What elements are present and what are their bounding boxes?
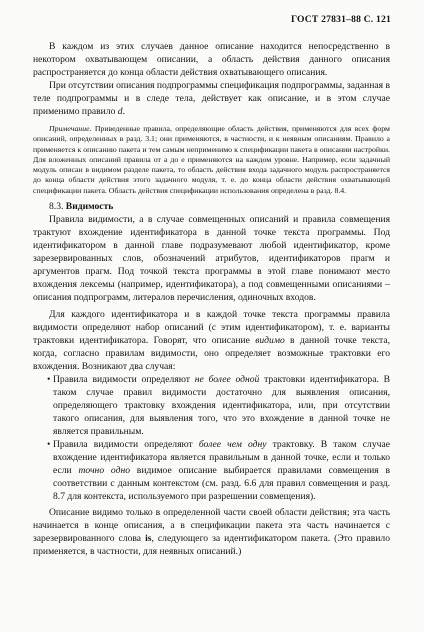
paragraph-4-text: Для каждого идентификатора и в каждой точке текста программы правила видимости определяют набор описаний (с этим идентификатором), т. е. варианты трактовки идентификатора. Говорят, что описание: [33, 309, 390, 347]
bullet-2-text: Правила видимости определяют: [53, 439, 199, 451]
bullet-1-end: трактовки идентификатора. В таком случае правил видимости достаточно для выявления описания, определяющего трактовку вхождения идентификатора, или, при отсутствии такого описания, для выявления того, что это вхождение в данной точке не является правильным.: [53, 374, 391, 438]
paragraph-1: В каждом из этих случаев данное описание находится непосредственно в некотором охватывающем описании, а область действия данного описания распространяется до конца области действия охватывающего описания.: [33, 41, 390, 78]
paragraph-4-end: в данной точке текста, когда, согласно правилам видимости, оно определяет возможные трактовки его вхождения. Возникают два случая:: [33, 335, 390, 373]
bullet-2: [33, 438, 390, 503]
bullet-2-emphasis-2: точно одно: [78, 465, 130, 477]
section-number: 8.3.: [49, 201, 64, 213]
paragraph-5: [33, 506, 390, 558]
bullet-dot: •: [47, 439, 51, 451]
reserved-word: is: [145, 533, 152, 545]
visible-term: видимо: [255, 335, 285, 347]
note-label: Примечание.: [49, 124, 92, 133]
paragraph-2-end: .: [122, 106, 125, 117]
bullet-2-mid: трактовку. В таком случае вхождение идентификатора является правильным в данной точке, если и только если: [53, 439, 390, 477]
section-heading: [33, 200, 390, 213]
paragraph-2-text: При отсутствии описания подпрограммы спецификация подпрограммы, заданная в теле подпрограммы и в следе тела, действует как описание, и в этом случае применимо правило: [33, 80, 390, 117]
bullet-1: [33, 373, 390, 438]
note: [33, 124, 390, 196]
bullet-2-end: видимое описание выбирается правилами совмещения в соответствии с данным контекстом (см. разд. 6.6 для правил совмещения и разд. 8.7 для контекста, используемого при разрешении совмещения).: [53, 465, 390, 503]
paragraph-2: [33, 79, 390, 118]
paragraph-5-text: Описание видимо только в определенной части своей области действия; эта часть начинается в конце описания, а в спецификации пакета эта часть начинается с зарезервированного слова: [33, 507, 390, 545]
page-header: ГОСТ 27831–88 С. 121: [290, 14, 391, 25]
rule-letter: d: [117, 106, 123, 117]
paragraph-5-end: , следующего за идентификатором пакета. (Это правило применяется, в частности, для неявных описаний.): [33, 533, 390, 558]
note-text: Приведенные правила, определяющие область действия, применяются для всех форм описаний, определенных в разд. 3.1; они применяются, в частности, и к неявным описаниям. Правило a применяется к описанию пакета и тем самым неприменимо к спецификации пакета в описании настройки. Для вложенных описаний правила от a до e применяются на каждом уровне. Например, если задачный модуль описан в видимом разделе пакета, то область действия входа задачного модуль распространяется до конца области действия этого задачного модуля, т. е. до конца области действия охватывающей спецификации пакета. Область действия спецификации использования определена в разд. 8.4.: [33, 124, 390, 195]
body-text: [33, 40, 390, 558]
paragraph-4: [33, 308, 390, 373]
bullet-dot: •: [47, 374, 51, 386]
section-title: Видимость: [65, 201, 114, 213]
bullet-1-text: Правила видимости определяют: [53, 374, 195, 386]
paragraph-3: Правила видимости, а в случае совмещенных описаний и правила совмещения трактуют вхождение идентификатора в данной точке текста программы. Под идентификатором в данной главе подразумевают любой идентификатор, кроме зарезервированных слов, обозначений атрибутов, идентификаторов прагм и аргументов прагм. Под точкой текста программы в этой главе понимают место вхождения лексемы (например, идентификатора), а под совмещенными описаниями – описания подпрограмм, литералов перечисления, одиночных входов.: [33, 214, 390, 304]
bullet-1-emphasis: не более одной: [194, 374, 260, 386]
bullet-2-emphasis: более чем одну: [198, 439, 267, 451]
